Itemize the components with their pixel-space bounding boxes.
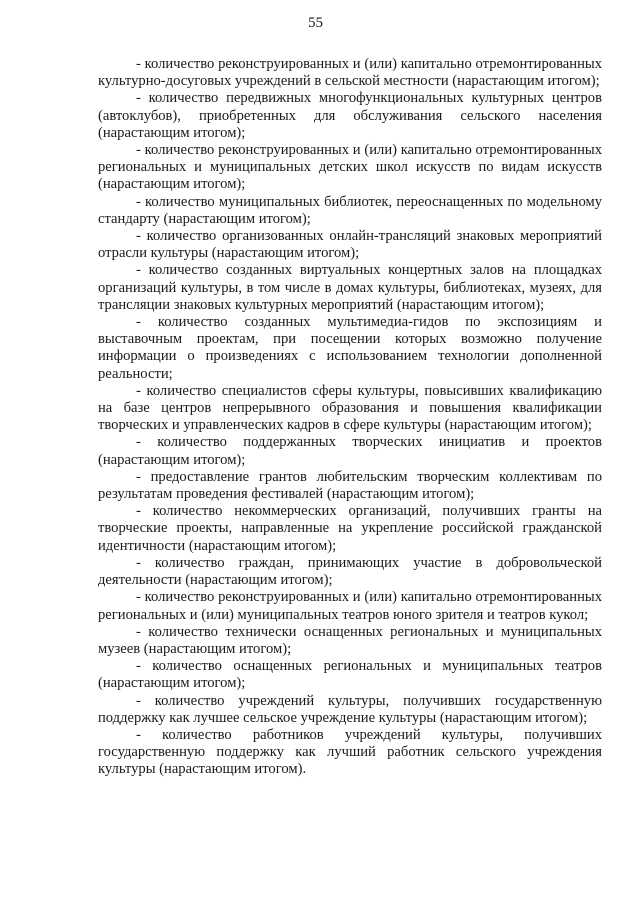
list-item: - количество муниципальных библиотек, переоснащенных по модельному стандарту (нарастающим итогом);: [98, 193, 602, 227]
list-item: - количество технически оснащенных региональных и муниципальных музеев (нарастающим итогом);: [98, 623, 602, 657]
list-item: - количество работников учреждений культуры, получивших государственную поддержку как лучший работник сельского учреждения культуры (нарастающим итогом).: [98, 726, 602, 778]
list-item: - количество реконструированных и (или) капитально отремонтированных региональных и муниципальных детских школ искусств по видам искусств (нарастающим итогом);: [98, 142, 602, 193]
list-item: - количество передвижных многофункциональных культурных центров (автоклубов), приобретенных для обслуживания сельского населения (нарастающим итогом);: [98, 90, 602, 141]
document-body: [98, 56, 602, 779]
list-item: - количество созданных виртуальных концертных залов на площадках организаций культуры, в том числе в домах культуры, библиотеках, музеях, для трансляции знаковых культурных мероприятий (нарастающим итогом);: [98, 262, 602, 313]
list-item: - количество созданных мультимедиа-гидов по экспозициям и выставочным проектам, при посещении которых возможно получение информации о произведениях с использованием технологии дополненной реальности;: [98, 314, 602, 382]
list-item: - количество граждан, принимающих участие в добровольческой деятельности (нарастающим итогом);: [98, 554, 602, 589]
list-item: - предоставление грантов любительским творческим коллективам по результатам проведения фестивалей (нарастающим итогом);: [98, 468, 602, 503]
list-item: - количество поддержанных творческих инициатив и проектов (нарастающим итогом);: [98, 434, 602, 468]
list-item: - количество учреждений культуры, получивших государственную поддержку как лучшее сельское учреждение культуры (нарастающим итогом);: [98, 692, 602, 726]
page-number: 55: [308, 15, 323, 31]
list-item: - количество оснащенных региональных и муниципальных театров (нарастающим итогом);: [98, 658, 602, 692]
list-item: - количество некоммерческих организаций, получивших гранты на творческие проекты, направленные на укрепление российской гражданской идентичности (нарастающим итогом);: [98, 503, 602, 554]
list-item: - количество реконструированных и (или) капитально отремонтированных региональных и (или) муниципальных театров юного зрителя и театров кукол;: [98, 589, 602, 623]
list-item: - количество специалистов сферы культуры, повысивших квалификацию на базе центров непрерывного образования и повышения квалификации творческих и управленческих кадров в сфере культуры (нарастающим итогом);: [98, 382, 602, 434]
list-item: - количество реконструированных и (или) капитально отремонтированных культурно-досуговых учреждений в сельской местности (нарастающим итогом);: [98, 56, 602, 90]
list-item: - количество организованных онлайн-трансляций знаковых мероприятий отрасли культуры (нарастающим итогом);: [98, 228, 602, 262]
